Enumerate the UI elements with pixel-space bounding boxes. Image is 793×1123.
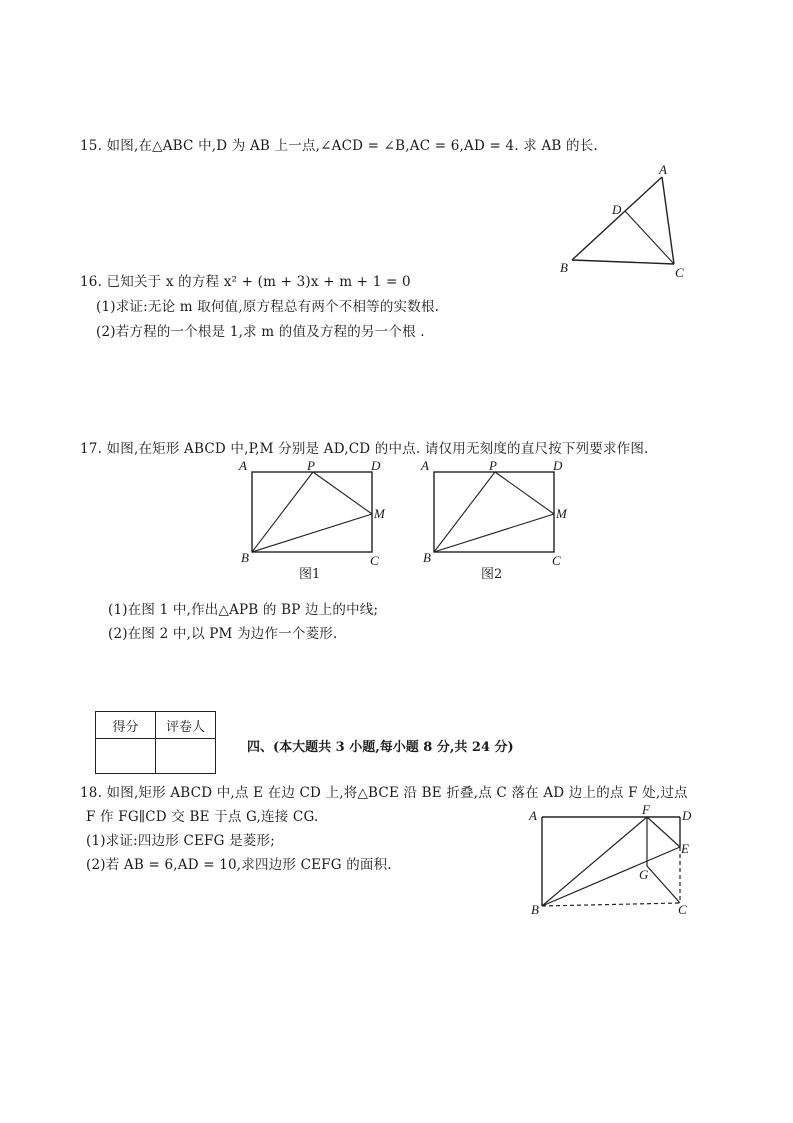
q18-figure bbox=[525, 800, 700, 920]
label-f: F bbox=[642, 802, 650, 817]
label-m: M bbox=[374, 506, 385, 521]
segment-bc bbox=[572, 260, 674, 264]
segment-pm bbox=[313, 472, 372, 514]
label-m: M bbox=[556, 506, 567, 521]
q15-triangle-figure bbox=[555, 160, 695, 285]
q17-figure-1 bbox=[235, 455, 395, 570]
label-d: D bbox=[612, 202, 622, 217]
q15-text: 15. 如图,在△ABC 中,D 为 AB 上一点,∠ACD = ∠B,AC = 6,AD = 4. 求 AB 的长. bbox=[80, 138, 598, 154]
label-c: C bbox=[370, 553, 379, 568]
figure-2-caption: 图2 bbox=[481, 567, 503, 582]
q16-part2: (2)若方程的一个根是 1,求 m 的值及方程的另一个根 . bbox=[96, 324, 425, 340]
q17-part1: (1)在图 1 中,作出△APB 的 BP 边上的中线; bbox=[108, 602, 379, 618]
segment-be bbox=[542, 847, 680, 906]
segment-pm bbox=[495, 472, 554, 514]
label-c: C bbox=[552, 553, 561, 568]
segment-bm bbox=[252, 514, 372, 552]
q17-figure-2 bbox=[417, 455, 577, 570]
segment-bp bbox=[434, 472, 495, 552]
score-header: 得分 bbox=[96, 712, 156, 739]
label-d: D bbox=[682, 808, 692, 823]
segment-dc bbox=[625, 211, 674, 264]
segment-bf bbox=[542, 817, 647, 906]
label-b: B bbox=[241, 550, 249, 565]
rectangle-abcd bbox=[252, 472, 372, 552]
label-p: P bbox=[489, 458, 497, 473]
label-d: D bbox=[371, 458, 381, 473]
section-4-header: 四、(本大题共 3 小题,每小题 8 分,共 24 分) bbox=[247, 740, 514, 755]
q16-part1: (1)求证:无论 m 取何值,原方程总有两个不相等的实数根. bbox=[96, 299, 440, 315]
rectangle-abcd bbox=[434, 472, 554, 552]
segment-gc bbox=[647, 866, 680, 903]
label-a: A bbox=[659, 162, 667, 177]
label-a: A bbox=[421, 458, 429, 473]
segment-bm bbox=[434, 514, 554, 552]
label-p: P bbox=[307, 458, 315, 473]
score-box bbox=[95, 711, 216, 774]
label-c: C bbox=[678, 902, 687, 917]
label-b: B bbox=[423, 550, 431, 565]
label-b: B bbox=[560, 260, 568, 275]
segment-ac bbox=[662, 177, 674, 264]
q18-line1: 18. 如图,矩形 ABCD 中,点 E 在边 CD 上,将△BCE 沿 BE 折叠,点 C 落在 AD 边上的点 F 处,过点 bbox=[80, 785, 688, 801]
score-cell bbox=[96, 739, 156, 774]
label-e: E bbox=[681, 841, 689, 856]
segment-ab bbox=[572, 177, 662, 260]
q18-part2: (2)若 AB = 6,AD = 10,求四边形 CEFG 的面积. bbox=[86, 857, 392, 873]
q18-part1: (1)求证:四边形 CEFG 是菱形; bbox=[86, 833, 275, 849]
q17-part2: (2)在图 2 中,以 PM 为边作一个菱形. bbox=[108, 626, 338, 642]
segment-bp bbox=[252, 472, 313, 552]
label-g: G bbox=[639, 867, 649, 882]
grader-header: 评卷人 bbox=[156, 712, 216, 739]
label-b: B bbox=[531, 902, 539, 917]
label-a: A bbox=[529, 808, 537, 823]
figure-1-caption: 图1 bbox=[299, 567, 321, 582]
label-d: D bbox=[553, 458, 563, 473]
label-a: A bbox=[239, 458, 247, 473]
label-c: C bbox=[675, 265, 684, 280]
q18-line2: F 作 FG∥CD 交 BE 于点 G,连接 CG. bbox=[86, 809, 319, 825]
grader-cell bbox=[156, 739, 216, 774]
segment-bc-dashed bbox=[542, 903, 680, 906]
q17-stem: 17. 如图,在矩形 ABCD 中,P,M 分别是 AD,CD 的中点. 请仅用无刻度的直尺按下列要求作图. bbox=[80, 441, 649, 457]
segment-fe bbox=[647, 817, 680, 847]
q16-stem: 16. 已知关于 x 的方程 x² + (m + 3)x + m + 1 = 0 bbox=[80, 274, 411, 290]
